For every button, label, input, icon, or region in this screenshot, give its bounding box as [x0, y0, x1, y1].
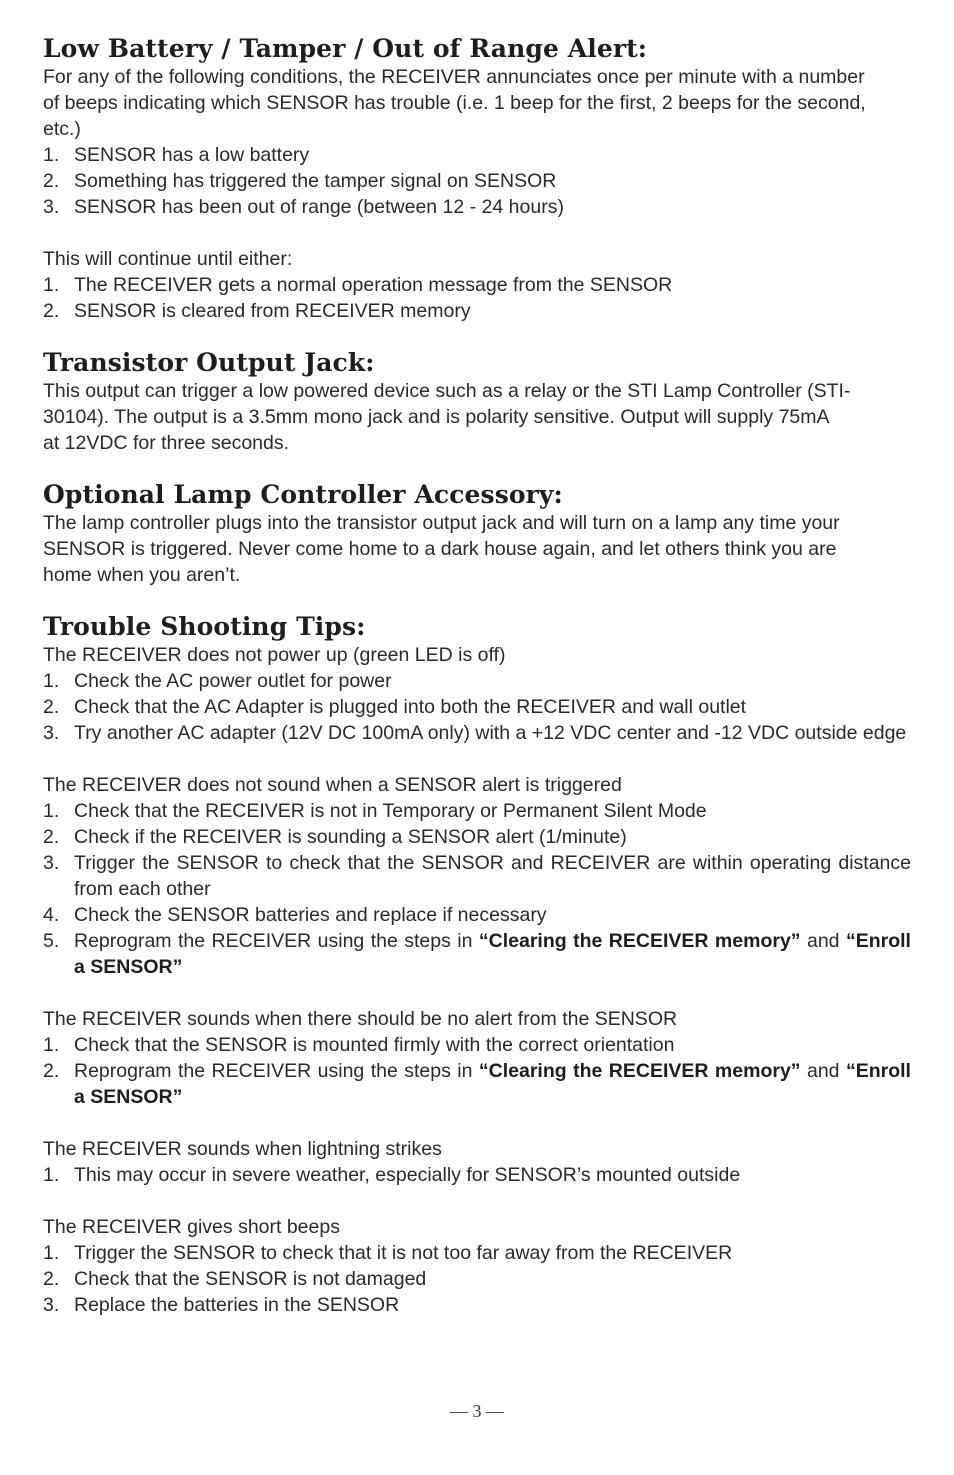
list-item-text: Check that the AC Adapter is plugged into both the RECEIVER and wall outlet — [74, 696, 747, 718]
list-item-text: Trigger the SENSOR to check that the SENSOR and RECEIVER are within operating distance from each other — [74, 852, 911, 900]
list-number: 1. — [43, 144, 60, 166]
list-number: 3. — [43, 852, 60, 874]
condition-list — [43, 142, 911, 220]
list-item — [43, 142, 911, 168]
list-number: 1. — [43, 1034, 60, 1056]
trouble-list — [43, 798, 911, 980]
list-item-text: Check the SENSOR batteries and replace if necessary — [74, 904, 547, 926]
list-item-text: Check if the RECEIVER is sounding a SENSOR alert (1/minute) — [74, 826, 627, 848]
list-item — [43, 1240, 911, 1266]
low-battery-intro — [43, 64, 911, 142]
page-number: — 3 — — [450, 1401, 504, 1421]
list-item — [43, 1292, 911, 1318]
list-item-text: SENSOR is cleared from RECEIVER memory — [74, 300, 471, 322]
paragraph-line: SENSOR is triggered. Never come home to a dark house again, and let others think you are — [43, 538, 837, 560]
trouble-list — [43, 1240, 911, 1318]
list-item-text: This may occur in severe weather, especially for SENSOR’s mounted outside — [74, 1164, 741, 1186]
intro-line: etc.) — [43, 118, 81, 140]
list-number: 1. — [43, 1242, 60, 1264]
reprogram-and: and — [800, 930, 846, 952]
list-number: 3. — [43, 196, 60, 218]
list-item — [43, 194, 911, 220]
list-item — [43, 850, 911, 902]
list-item-text: Try another AC adapter (12V DC 100mA only) with a +12 VDC center and -12 VDC outside edge — [74, 722, 907, 744]
list-number: 3. — [43, 722, 60, 744]
trouble-list — [43, 1162, 911, 1188]
trouble-group-title: The RECEIVER gives short beeps — [43, 1216, 340, 1238]
paragraph-line: 30104). The output is a 3.5mm mono jack and is polarity sensitive. Output will supply 75mA — [43, 406, 830, 428]
list-item-text: Check that the SENSOR is mounted firmly with the correct orientation — [74, 1034, 675, 1056]
reprogram-and: and — [800, 1060, 846, 1082]
trouble-group-title: The RECEIVER does not power up (green LED is off) — [43, 644, 506, 666]
trouble-group-title: The RECEIVER sounds when lightning strikes — [43, 1138, 442, 1160]
list-number: 5. — [43, 930, 60, 952]
list-item — [43, 824, 911, 850]
list-item — [43, 168, 911, 194]
transistor-paragraph — [43, 378, 911, 456]
list-item-text: Check that the RECEIVER is not in Temporary or Permanent Silent Mode — [74, 800, 707, 822]
intro-line: For any of the following conditions, the RECEIVER annunciates once per minute with a number — [43, 66, 865, 88]
clearing-memory-reference: “Clearing the RECEIVER memory” — [478, 1060, 801, 1082]
list-item — [43, 798, 911, 824]
list-item-text: SENSOR has a low battery — [74, 144, 310, 166]
paragraph-line: The lamp controller plugs into the transistor output jack and will turn on a lamp any time your — [43, 512, 840, 534]
list-number: 4. — [43, 904, 60, 926]
list-item — [43, 298, 911, 324]
lamp-paragraph — [43, 510, 911, 588]
list-item — [43, 720, 911, 746]
trouble-group-title: The RECEIVER sounds when there should be no alert from the SENSOR — [43, 1008, 678, 1030]
reprogram-text: Reprogram the RECEIVER using the steps in — [74, 930, 479, 952]
continue-list — [43, 272, 911, 324]
section-heading-low-battery: Low Battery / Tamper / Out of Range Alert: — [43, 34, 648, 63]
manual-page — [43, 34, 911, 1318]
list-number: 2. — [43, 826, 60, 848]
list-item-text: SENSOR has been out of range (between 12 - 24 hours) — [74, 196, 564, 218]
list-item — [43, 928, 911, 980]
list-item-text: Replace the batteries in the SENSOR — [74, 1294, 400, 1316]
list-number: 3. — [43, 1294, 60, 1316]
list-item-text: Check the AC power outlet for power — [74, 670, 392, 692]
list-item — [43, 1266, 911, 1292]
list-item-text: Trigger the SENSOR to check that it is not too far away from the RECEIVER — [74, 1242, 733, 1264]
list-item-text: Something has triggered the tamper signal on SENSOR — [74, 170, 557, 192]
section-heading-trouble-shooting: Trouble Shooting Tips: — [43, 612, 366, 641]
section-heading-transistor: Transistor Output Jack: — [43, 348, 375, 377]
list-item — [43, 694, 911, 720]
list-number: 1. — [43, 670, 60, 692]
intro-line: of beeps indicating which SENSOR has trouble (i.e. 1 beep for the first, 2 beeps for the second, — [43, 92, 866, 114]
list-number: 2. — [43, 1268, 60, 1290]
trouble-list — [43, 668, 911, 746]
list-item — [43, 668, 911, 694]
list-item — [43, 272, 911, 298]
reprogram-text: Reprogram the RECEIVER using the steps in — [74, 1060, 479, 1082]
list-number: 2. — [43, 170, 60, 192]
enroll-sensor-reference: “Enroll a SENSOR” — [74, 1060, 911, 1108]
paragraph-line: This output can trigger a low powered device such as a relay or the STI Lamp Controller (STI- — [43, 380, 851, 402]
list-number: 2. — [43, 696, 60, 718]
paragraph-line: home when you aren’t. — [43, 564, 241, 586]
list-number: 2. — [43, 1060, 60, 1082]
trouble-list — [43, 1032, 911, 1110]
list-number: 2. — [43, 300, 60, 322]
continue-intro: This will continue until either: — [43, 248, 293, 270]
list-number: 1. — [43, 800, 60, 822]
list-item — [43, 902, 911, 928]
paragraph-line: at 12VDC for three seconds. — [43, 432, 290, 454]
clearing-memory-reference: “Clearing the RECEIVER memory” — [478, 930, 801, 952]
list-item — [43, 1032, 911, 1058]
list-item-text: Check that the SENSOR is not damaged — [74, 1268, 427, 1290]
list-item — [43, 1058, 911, 1110]
list-item-text: The RECEIVER gets a normal operation message from the SENSOR — [74, 274, 673, 296]
list-number: 1. — [43, 274, 60, 296]
trouble-group-title: The RECEIVER does not sound when a SENSOR alert is triggered — [43, 774, 622, 796]
section-heading-lamp-controller: Optional Lamp Controller Accessory: — [43, 480, 563, 509]
enroll-sensor-reference: “Enroll a SENSOR” — [74, 930, 911, 978]
list-item — [43, 1162, 911, 1188]
list-number: 1. — [43, 1164, 60, 1186]
